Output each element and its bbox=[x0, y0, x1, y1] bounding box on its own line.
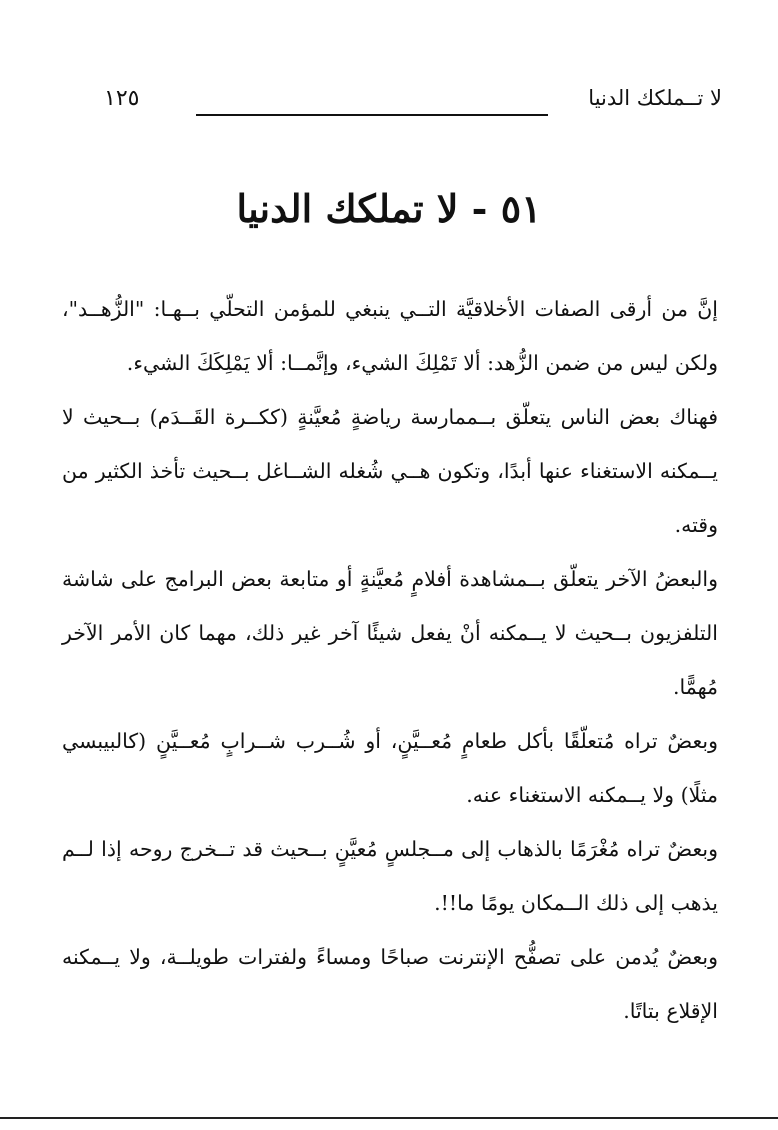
paragraph: وبعضٌ يُدمن على تصفُّح الإنترنت صباحًا ومساءً ولفترات طويلــة، ولا يــمكنه الإقلاع بتاتًا. bbox=[62, 945, 718, 1023]
bottom-scan-edge bbox=[0, 1117, 778, 1119]
paragraph: وبعضٌ تراه مُتعلّقًا بأكل طعامٍ مُعــيَّنٍ، أو شُــرب شــرابٍ مُعــيَّنٍ (كالبيبسي مثلًا) ولا يــمكنه الاستغناء عنه. bbox=[62, 729, 718, 807]
page-number: ١٢٥ bbox=[104, 86, 140, 111]
paragraph: والبعضُ الآخر يتعلّق بــمشاهدة أفلامٍ مُعيَّنةٍ أو متابعة بعض البرامج على شاشة التلفزيون بــحيث لا يــمكنه أنْ يفعل شيئًا آخر غير ذلك، مهما كان الأمر الآخر مُهمًّا. bbox=[62, 567, 718, 699]
running-title: لا تــملكك الدنيا bbox=[588, 86, 722, 110]
paragraph: إنَّ من أرقى الصفات الأخلاقيَّة التــي ينبغي للمؤمن التحلّي بــهـا: "الزُّهــد"، ولكن ليس من ضمن الزُّهد: ألا تَمْلِكَ الشيء، وإنَّمــا: ألا يَمْلِكَكَ الشيء. bbox=[62, 297, 718, 375]
page-header bbox=[104, 86, 722, 126]
header-rule bbox=[196, 114, 548, 116]
paragraph: فهناك بعض الناس يتعلّق بــممارسة رياضةٍ مُعيَّنةٍ (ككــرة القَــدَم) بــحيث لا يــمكنه الاستغناء عنها أبدًا، وتكون هــي شُغله الشــاغل بــحيث تأخذ الكثير من وقته. bbox=[62, 405, 718, 537]
body-text bbox=[62, 282, 718, 1038]
chapter-title: ٥١ - لا تملكك الدنيا bbox=[236, 186, 542, 231]
paragraph: وبعضٌ تراه مُغْرَمًا بالذهاب إلى مــجلسٍ مُعيَّنٍ بــحيث قد تــخرج روحه إذا لــم يذهب إلى ذلك الــمكان يومًا ما!!. bbox=[62, 837, 718, 915]
